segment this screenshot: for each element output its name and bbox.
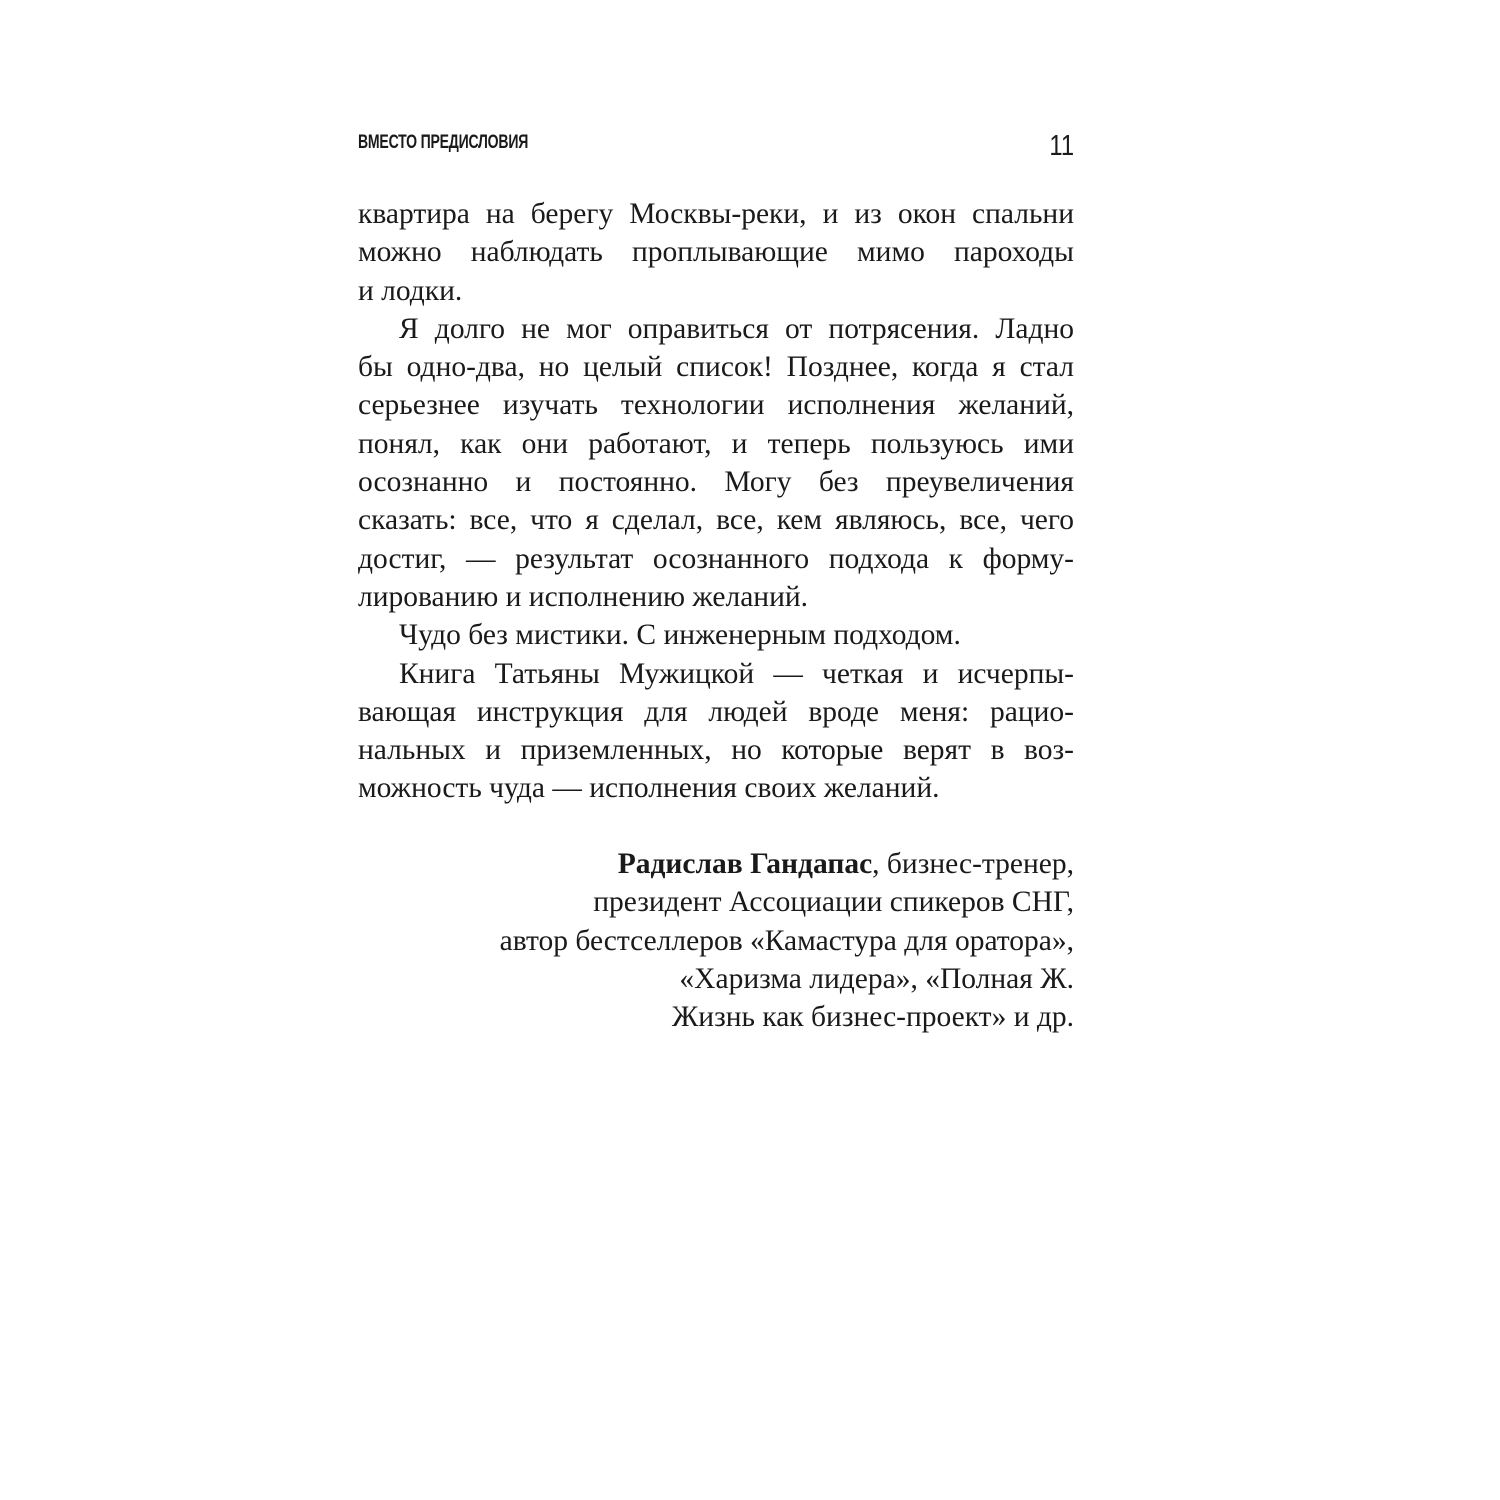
body-text — [358, 195, 1074, 808]
text-line: лированию и исполнению желаний. — [358, 580, 809, 613]
text-line: можно наблюдать проплывающие мимо пароходы — [358, 236, 1074, 269]
text-line: и лодки. — [358, 274, 463, 307]
signature-line — [354, 845, 1074, 883]
text-line: квартира на берегу Москвы-реки, и из окон спальни — [358, 198, 1074, 230]
text-line: сказать: все, что я сделал, все, кем являюсь, все, чего — [358, 504, 1074, 537]
text-line: достиг, — результат осознанного подхода к форму- — [358, 542, 1074, 575]
text-line: нальных и приземленных, но которые верят в воз- — [358, 734, 1074, 767]
page-number: 11 — [1049, 130, 1074, 162]
text-line: бы одно-два, но целый список! Позднее, когда я стал — [358, 351, 1074, 384]
signature-line: президент Ассоциации спикеров СНГ, — [593, 886, 1074, 919]
text-line: осознанно и постоянно. Могу без преувеличения — [358, 466, 1074, 499]
text-line: серьезнее изучать технологии исполнения желаний, — [358, 389, 1074, 422]
text-line: Книга Татьяны Мужицкой — четкая и исчерпы- — [399, 657, 1074, 690]
text-line: Чудо без мистики. С инженерным подходом. — [399, 619, 961, 652]
section-title: ВМЕСТО ПРЕДИСЛОВИЯ — [358, 132, 529, 153]
text-line: можность чуда — исполнения своих желаний. — [358, 772, 940, 805]
author-role: , бизнес-тренер, — [872, 848, 1074, 880]
text-line: понял, как они работают, и теперь пользуюсь ими — [358, 427, 1074, 460]
signature-line: Жизнь как бизнес-проект» и др. — [671, 1001, 1074, 1034]
signature-line: автор бестселлеров «Камастура для оратора», — [499, 924, 1074, 957]
text-line: вающая инструкция для людей вроде меня: рацио- — [358, 695, 1074, 728]
signature-line: «Харизма лидера», «Полная Ж. — [679, 962, 1074, 995]
running-head — [358, 130, 1074, 170]
author-signature — [354, 845, 1074, 1036]
author-name: Радислав Гандапас — [617, 848, 873, 880]
text-line: Я долго не мог оправиться от потрясения. Ладно — [399, 312, 1074, 345]
